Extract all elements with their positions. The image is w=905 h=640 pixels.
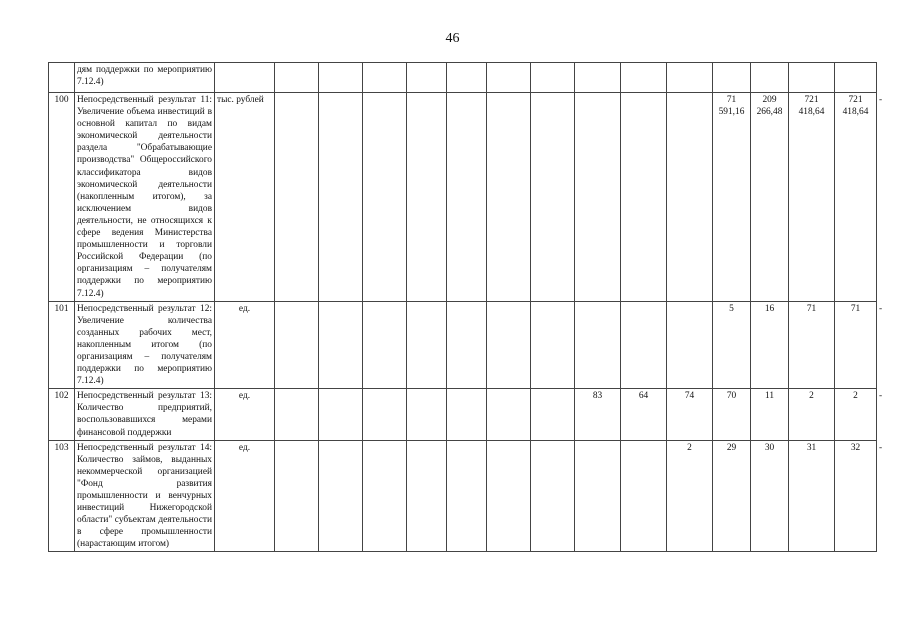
value-cell xyxy=(621,440,667,552)
indicator-description: Непосредственный результат 14: Количество займов, выданных некоммерческой организацией "Фонд развития промышленности и венчурных инвестиций Нижегородской области" субъектам деятельности в сфере промышленности (нарастающим итогом) xyxy=(75,440,215,552)
value-cell: 83 xyxy=(575,389,621,440)
value-cell xyxy=(407,301,447,389)
value-cell xyxy=(531,301,575,389)
value-cell: 5 xyxy=(713,301,751,389)
value-cell xyxy=(363,93,407,302)
value-cell xyxy=(407,440,447,552)
unit-of-measure: ед. xyxy=(215,440,275,552)
value-cell xyxy=(575,93,621,302)
value-cell: 29 xyxy=(713,440,751,552)
value-cell xyxy=(531,440,575,552)
value-cell: 71 xyxy=(835,301,877,389)
value-cell xyxy=(487,440,531,552)
table-row: 102 Непосредственный результат 13: Количество предприятий, воспользовавшихся мерами финансовой поддержки ед. 83 64 74 70 11 2 2 - xyxy=(49,389,877,440)
value-cell xyxy=(487,93,531,302)
value-cell xyxy=(275,93,319,302)
value-cell: 2 xyxy=(667,440,713,552)
row-number: 103 xyxy=(49,440,75,552)
value-cell xyxy=(407,93,447,302)
value-cell: 32 xyxy=(835,440,877,552)
value-cell xyxy=(363,389,407,440)
value-cell: 2 xyxy=(835,389,877,440)
continuation-text: дям поддержки по мероприятию 7.12.4) xyxy=(75,63,215,93)
row-number: 102 xyxy=(49,389,75,440)
value-cell xyxy=(407,389,447,440)
table-row: 103 Непосредственный результат 14: Количество займов, выданных некоммерческой организацией "Фонд развития промышленности и венчурных инвестиций Нижегородской области" субъектам деятельности в сфере промышленности (нарастающим итогом) ед. 2 29 30 31 32 - xyxy=(49,440,877,552)
page-number: 46 xyxy=(445,31,460,46)
value-cell: 2 xyxy=(789,389,835,440)
row-number: 101 xyxy=(49,301,75,389)
value-cell xyxy=(621,301,667,389)
value-cell xyxy=(487,301,531,389)
unit-of-measure: ед. xyxy=(215,389,275,440)
value-cell xyxy=(621,93,667,302)
value-cell: 74 xyxy=(667,389,713,440)
row-number-cell xyxy=(49,63,75,93)
value-cell: 11 xyxy=(751,389,789,440)
value-cell xyxy=(575,301,621,389)
indicators-table xyxy=(48,62,883,552)
value-cell xyxy=(275,389,319,440)
value-cell xyxy=(319,93,363,302)
value-cell xyxy=(275,440,319,552)
value-cell xyxy=(531,389,575,440)
value-cell: 31 xyxy=(789,440,835,552)
value-cell xyxy=(319,301,363,389)
value-cell: 64 xyxy=(621,389,667,440)
value-cell xyxy=(447,440,487,552)
value-cell xyxy=(575,440,621,552)
value-cell: 30 xyxy=(751,440,789,552)
value-cell xyxy=(667,93,713,302)
indicator-description: Непосредственный результат 11: Увеличение объема инвестиций в основной капитал по видам экономической деятельности раздела "Обрабатывающие производства" Общероссийского классификатора видов экономической деятельности (накопленным итогом), за исключением видов деятельности, не относящихся к сфере ведения Министерства промышленности и торговли Российской Федерации (по организациям – получателям поддержки по мероприятию 7.12.4) xyxy=(75,93,215,302)
value-cell: 70 xyxy=(713,389,751,440)
value-cell: 721 418,64 xyxy=(789,93,835,302)
value-cell xyxy=(319,389,363,440)
value-cell xyxy=(447,389,487,440)
unit-of-measure: ед. xyxy=(215,301,275,389)
value-cell: 721 418,64 xyxy=(835,93,877,302)
value-cell xyxy=(447,93,487,302)
value-cell: 71 591,16 xyxy=(713,93,751,302)
value-cell: 16 xyxy=(751,301,789,389)
indicator-description: Непосредственный результат 12: Увеличение количества созданных рабочих мест, накопленным итогом (по организациям – получателям поддержки по мероприятию 7.12.4) xyxy=(75,301,215,389)
row-number: 100 xyxy=(49,93,75,302)
unit-of-measure: тыс. рублей xyxy=(215,93,275,302)
table-row: 100 Непосредственный результат 11: Увеличение объема инвестиций в основной капитал по видам экономической деятельности раздела "Обрабатывающие производства" Общероссийского классификатора видов экономической деятельности (накопленным итогом), за исключением видов деятельности, не относящихся к сфере ведения Министерства промышленности и торговли Российской Федерации (по организациям – получателям поддержки по мероприятию 7.12.4) тыс. рублей 71 591,16 209 266,48 721 418,64 721 418,64 - xyxy=(49,93,877,302)
value-cell xyxy=(487,389,531,440)
indicator-description: Непосредственный результат 13: Количество предприятий, воспользовавшихся мерами финансовой поддержки xyxy=(75,389,215,440)
value-cell xyxy=(363,301,407,389)
value-cell xyxy=(667,301,713,389)
value-cell xyxy=(447,301,487,389)
continuation-row xyxy=(49,63,877,93)
value-cell xyxy=(531,93,575,302)
value-cell xyxy=(319,440,363,552)
value-cell: 71 xyxy=(789,301,835,389)
table-row: 101 Непосредственный результат 12: Увеличение количества созданных рабочих мест, накопленным итогом (по организациям – получателям поддержки по мероприятию 7.12.4) ед. 5 16 71 71 - xyxy=(49,301,877,389)
value-cell: 209 266,48 xyxy=(751,93,789,302)
value-cell xyxy=(275,301,319,389)
value-cell xyxy=(363,440,407,552)
